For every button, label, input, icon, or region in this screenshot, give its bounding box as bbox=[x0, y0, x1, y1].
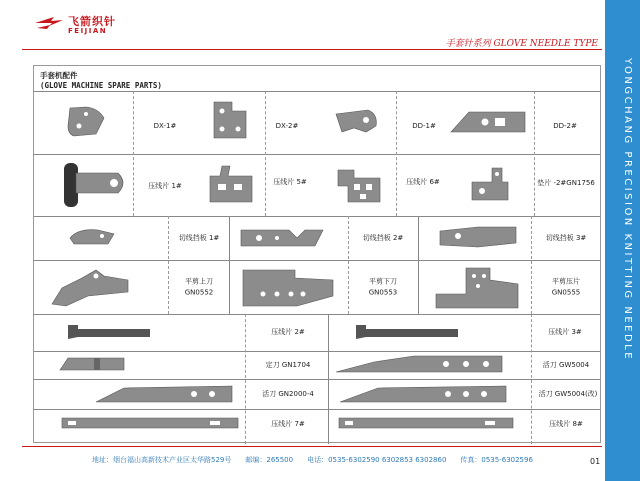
page-title: 手套针系列 GLOVE NEEDLE TYPE bbox=[445, 39, 598, 49]
part-label-pressing-plate-7: 压线片 7# bbox=[271, 419, 305, 428]
part-label-cutter-guard-3: 切线挡板 3# bbox=[545, 233, 587, 242]
part-label-movable-blade-2000: 活刀 GN2000-4 bbox=[262, 389, 314, 398]
part-label-dd2: DD-2# bbox=[553, 121, 577, 130]
part-label-lower-cutter bbox=[369, 277, 397, 298]
part-code-upper-cutter: GN0552 bbox=[184, 288, 214, 296]
part-label-spacer-2: 垫片 -2#GN1756 bbox=[537, 178, 595, 187]
sidebar-band bbox=[605, 0, 640, 481]
part-label-pressing-plate-2: 压线片 2# bbox=[271, 327, 305, 336]
dx2-part-image bbox=[210, 99, 250, 141]
cutter-press-plate-image bbox=[432, 264, 522, 312]
section-title-en: (GLOVE MACHINE SPARE PARTS) bbox=[40, 81, 162, 90]
part-label-fixed-blade: 定刀 GN1704 bbox=[265, 360, 311, 369]
brand-name-cn: 飞箭织针 bbox=[68, 15, 116, 28]
movable-blade-5004-mod-image bbox=[338, 382, 508, 406]
pressing-plate-6-image bbox=[334, 166, 384, 206]
part-label-pressing-plate-6: 压线片 6# bbox=[406, 177, 440, 186]
pressing-plate-7-image bbox=[60, 414, 240, 432]
pressing-plate-1-image bbox=[58, 159, 130, 211]
part-label-pressing-plate-1: 压线片 1# bbox=[148, 181, 182, 190]
cell-divider bbox=[229, 216, 230, 314]
part-code-cutter-press-plate: GN0555 bbox=[551, 288, 581, 296]
part-label-pressing-plate-5: 压线片 5# bbox=[273, 177, 307, 186]
sidebar-text: YONGCHANG PRECISION KNITTING NEEDLE bbox=[622, 58, 633, 362]
part-name-lower-cutter: 平剪下刀 bbox=[368, 277, 397, 286]
cell-divider bbox=[265, 91, 266, 216]
pressing-plate-2-image bbox=[64, 321, 154, 343]
cell-divider bbox=[534, 91, 535, 216]
spacer-2-image bbox=[468, 164, 512, 204]
cell-divider bbox=[531, 216, 532, 314]
part-label-pressing-plate-3: 压线片 3# bbox=[548, 327, 582, 336]
row-divider bbox=[34, 154, 600, 155]
part-label-cutter-press-plate bbox=[552, 277, 580, 298]
part-label-dd1: DD-1# bbox=[412, 121, 436, 130]
cell-divider bbox=[168, 216, 169, 314]
part-label-movable-blade-5004-mod: 活刀 GW5004(改) bbox=[538, 389, 598, 398]
part-label-dx1: DX-1# bbox=[153, 121, 177, 130]
cell-divider bbox=[133, 91, 134, 216]
row-divider bbox=[34, 379, 600, 380]
part-label-upper-cutter bbox=[185, 277, 213, 298]
arrow-logo-icon bbox=[34, 14, 64, 32]
cell-divider bbox=[328, 314, 329, 444]
cell-divider bbox=[396, 91, 397, 216]
fixed-blade-image bbox=[58, 354, 128, 374]
cell-divider bbox=[418, 216, 419, 314]
page-number: 01 bbox=[590, 457, 601, 466]
row-divider bbox=[34, 409, 600, 410]
bottom-rule bbox=[22, 446, 602, 447]
part-label-cutter-guard-2: 切线挡板 2# bbox=[362, 233, 404, 242]
cell-divider bbox=[245, 314, 246, 444]
cell-divider bbox=[348, 216, 349, 314]
part-code-lower-cutter: GN0553 bbox=[368, 288, 398, 296]
row-divider bbox=[34, 216, 600, 217]
movable-blade-2000-image bbox=[94, 382, 234, 406]
cell-divider bbox=[531, 314, 532, 444]
part-label-movable-blade: 活刀 GW5004 bbox=[542, 360, 590, 369]
brand-logo bbox=[34, 12, 124, 38]
catalog-frame bbox=[33, 65, 601, 443]
pressing-plate-5-image bbox=[206, 162, 256, 206]
part-label-cutter-guard-1: 切线挡板 1# bbox=[178, 233, 220, 242]
part-name-upper-cutter: 平剪上刀 bbox=[184, 277, 213, 286]
pressing-plate-8-image bbox=[337, 414, 515, 432]
cutter-guard-3-image bbox=[438, 223, 518, 251]
cutter-guard-2-image bbox=[239, 226, 325, 250]
row-divider bbox=[34, 351, 600, 352]
part-name-cutter-press-plate: 平剪压片 bbox=[551, 277, 580, 286]
dd1-part-image bbox=[332, 104, 382, 138]
movable-blade-image bbox=[334, 352, 504, 376]
lower-cutter-image bbox=[237, 266, 337, 310]
part-label-dx2: DX-2# bbox=[275, 121, 299, 130]
top-rule bbox=[22, 49, 602, 50]
section-title-cn: 手套机配件 bbox=[40, 71, 78, 80]
pressing-plate-3-image bbox=[352, 321, 462, 343]
footer-contact: 地址：烟台福山高新技术产业区太华路529号 邮编：265500 电话：0535-6302590 6302853 6302860 传真：0535-6302596 bbox=[92, 456, 533, 464]
dd2-part-image bbox=[449, 108, 529, 136]
brand-name-en: FEIJIAN bbox=[68, 27, 108, 35]
row-divider bbox=[34, 314, 600, 315]
upper-cutter-image bbox=[48, 266, 132, 310]
part-label-pressing-plate-8: 压线片 8# bbox=[549, 419, 583, 428]
dx1-part-image bbox=[64, 104, 109, 140]
cutter-guard-1-image bbox=[68, 226, 118, 248]
row-divider bbox=[34, 91, 600, 92]
row-divider bbox=[34, 260, 600, 261]
